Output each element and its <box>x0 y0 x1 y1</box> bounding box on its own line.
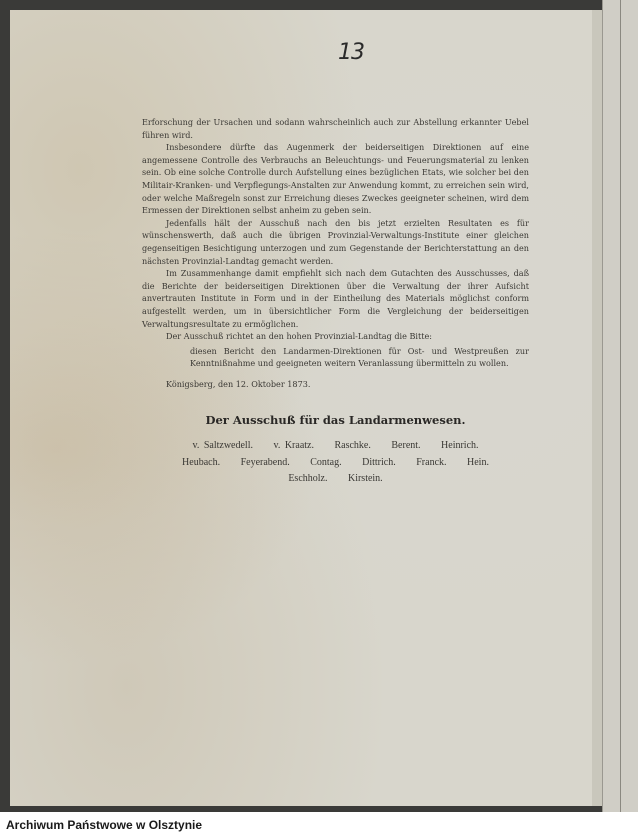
date-line: Königsberg, den 12. Oktober 1873. <box>166 378 311 389</box>
signatory: Franck. <box>416 457 447 468</box>
signatory: Hein. <box>467 457 489 468</box>
request-text: diesen Bericht den Landarmen-Direktionen für Ost- und Westpreußen zur Kenntnißnahme und geeigneten weitern Veranlassung übermitteln zu wollen. <box>190 345 529 369</box>
paragraph-5: Der Ausschuß richtet an den hohen Provinzial-Landtag die Bitte: <box>166 331 433 342</box>
signatory: Eschholz. <box>288 473 328 484</box>
signatories-row-3 <box>142 473 529 484</box>
paragraph-4: Im Zusammenhange damit empfiehlt sich nach dem Gutachten des Ausschusses, daß die Berichte der beiderseitigen Direktionen über die Verwaltung der ihrer Aufsicht anvertrauten Institute in Form und in der Eintheilung des Materials möglichst conform aufgestellt werden, um in übersichtlicher Form die Vergleichung der beiderseitigen Verwaltungsresultate zu ermöglichen. <box>142 268 529 329</box>
signatory: Feyerabend. <box>240 457 290 468</box>
page-edge <box>592 10 602 806</box>
signatory: v. Kraatz. <box>273 440 314 451</box>
committee-title: Der Ausschuß für das Landarmenwesen. <box>205 413 466 427</box>
signatory: Heinrich. <box>441 440 479 451</box>
signatory: Contag. <box>310 457 342 468</box>
signatories-row-1 <box>142 440 529 451</box>
paragraph-1: Erforschung der Ursachen und sodann wahrscheinlich auch zur Abstellung erkannter Uebel führen wird. <box>142 117 529 140</box>
binding-fold <box>620 0 621 812</box>
signatory: Raschke. <box>334 440 371 451</box>
signatory: Kirstein. <box>347 473 383 484</box>
paragraph-2: Insbesondere dürfte das Augenmerk der beiderseitigen Direktionen auf eine angemessene Controlle des Verbrauchs an Beleuchtungs- und Feuerungsmaterial zu lenken sein. Ob eine solche Controlle durch Aufstellung eines bezüglichen Etats, wie solcher bei den Militair-Kranken- und Verpflegungs-Anstalten zur Anwendung kommt, zu erreichen sein wird, oder welche Maßregeln sonst zur Erreichung dieses Zweckes geeigneter scheinen, wird dem Ermessen der Direktionen selbst anheim zu geben sein. <box>142 142 529 216</box>
handwritten-page-number: 13 <box>338 40 364 65</box>
signatory: Berent. <box>391 440 421 451</box>
paragraph-3: Jedenfalls hält der Ausschuß nach den bis jetzt erzielten Resultaten es für wünschenswerth, daß auch die übrigen Provinzial-Verwaltungs-Institute einer gleichen gegenseitigen Besichtigung unterzogen und zum Gegenstande der Berichterstattung an den nächsten Provinzial-Landtag gemacht werden. <box>142 217 529 266</box>
archive-name: Archiwum Państwowe w Olsztynie <box>6 818 203 832</box>
document-body <box>142 116 529 390</box>
signatory: Heubach. <box>182 457 221 468</box>
signatory: Dittrich. <box>362 457 396 468</box>
signatories-row-2 <box>142 457 529 468</box>
signatory: v. Saltzwedell. <box>192 440 253 451</box>
